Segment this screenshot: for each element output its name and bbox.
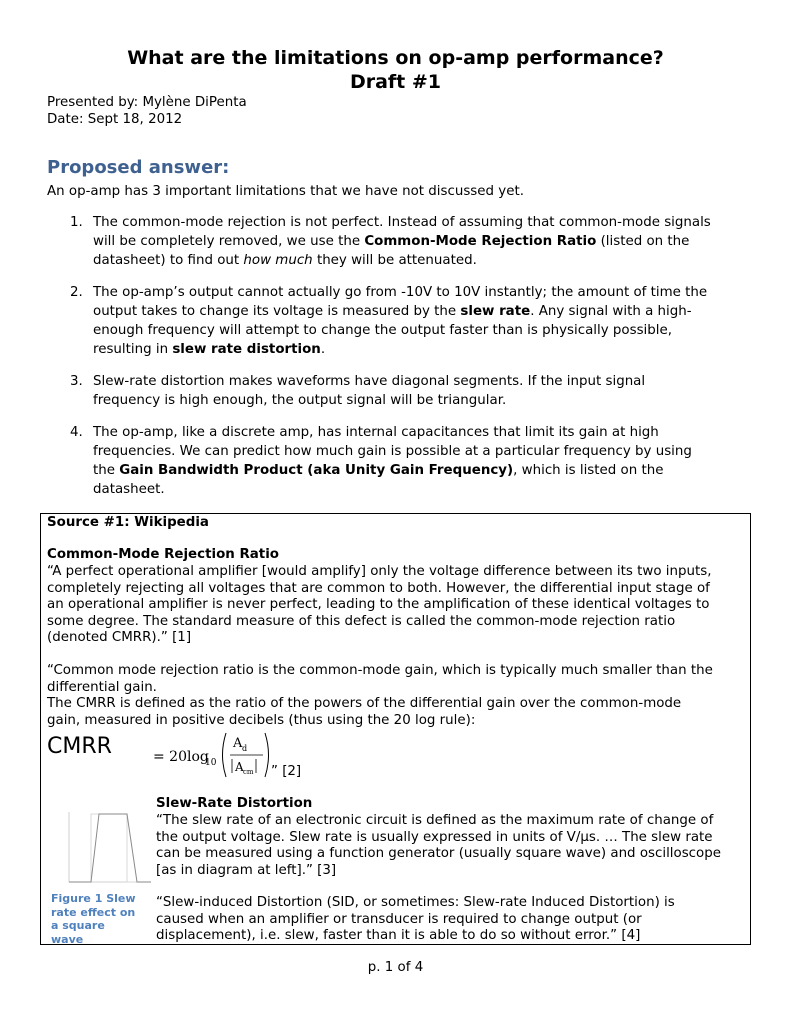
slew-heading: Slew-Rate Distortion (156, 796, 313, 811)
list-line: frequency is high enough, the output signal will be triangular. (93, 393, 507, 408)
text-run: the (93, 463, 120, 478)
figure-caption (51, 892, 149, 946)
formula-den-sub: cm (243, 768, 254, 776)
caption-line: rate effect on (51, 905, 136, 919)
slew-rate-figure (63, 810, 153, 886)
cmrr-heading: Common-Mode Rejection Ratio (47, 547, 280, 562)
quote-line: caused when an amplifier or transducer is required to change output (or (156, 911, 642, 927)
cmrr-quote (47, 564, 711, 647)
gbp-term: Gain Bandwidth Product (aka Unity Gain Frequency) (119, 463, 514, 478)
text-run: . Any signal with a high- (530, 304, 692, 319)
formula-num: A (233, 736, 243, 751)
text-run: , which is listed on the (513, 463, 664, 478)
list-number: 1. (70, 215, 83, 230)
quote-line: some degree. The standard measure of this defect is called the common-mode rejection ratio (47, 613, 676, 629)
formula-left-paren (223, 733, 227, 777)
formula-num-sub: d (242, 744, 248, 753)
text-run: they will be attenuated. (312, 253, 477, 268)
quote-line: “Slew-induced Distortion (SID, or sometimes: Slew-rate Induced Distortion) is (156, 895, 675, 910)
quote-line: (denoted CMRR).” [1] (47, 630, 192, 645)
slew-distortion-term: slew rate distortion (172, 342, 321, 357)
caption-line: a square (51, 919, 105, 932)
formula-right-paren (265, 733, 269, 777)
sid-quote (156, 895, 675, 945)
cmrr-label: CMRR (47, 734, 112, 759)
list-line: frequencies. We can predict how much gain is possible at a particular frequency by using (93, 444, 692, 459)
text-run: . (320, 342, 326, 357)
quote-line: an operational amplifier is never perfect, leading to the amplification of these identical voltages to (47, 597, 710, 612)
slew-quote (156, 813, 721, 879)
text-run: output takes to change its voltage is measured by the (93, 304, 461, 319)
page-title: What are the limitations on op-amp performance? (127, 47, 664, 69)
section-heading: Proposed answer: (47, 157, 230, 178)
list-line: The op-amp, like a discrete amp, has internal capacitances that limit its gain at high (93, 425, 659, 440)
list-line (93, 302, 753, 321)
quote-line: differential gain. (47, 679, 157, 695)
formula-ref: ” [2] (271, 764, 302, 779)
caption-line: wave (51, 932, 84, 946)
list-line (93, 232, 753, 251)
quote-line: The CMRR is defined as the ratio of the powers of the differential gain over the common-mode (47, 696, 682, 711)
list-line: enough frequency will attempt to change the output faster than is physically possible, (93, 323, 672, 338)
text-run: datasheet) to find out (93, 253, 244, 268)
page-number: p. 1 of 4 (367, 960, 424, 975)
quote-line: can be measured using a function generator (usually square wave) and oscilloscope (156, 846, 721, 861)
text-run: (listed on the (596, 234, 690, 249)
cmrr-formula (153, 727, 273, 783)
draft-label: Draft #1 (349, 71, 442, 93)
emphasis: how much (243, 253, 313, 268)
quote-line: “A perfect operational amplifier [would amplify] only the voltage difference between its two inputs, (47, 564, 712, 579)
list-line: The op-amp’s output cannot actually go from -10V to 10V instantly; the amount of time the (93, 285, 708, 300)
cmrr-term: Common-Mode Rejection Ratio (364, 234, 597, 249)
list-number: 3. (70, 374, 83, 389)
intro-text: An op-amp has 3 important limitations that we have not discussed yet. (47, 184, 524, 199)
quote-line: displacement), i.e. slew, faster than it is able to do so without error.” [4] (156, 928, 641, 943)
quote-line: “The slew rate of an electronic circuit is defined as the maximum rate of change of (156, 813, 714, 828)
presenter: Presented by: Mylène DiPenta (47, 95, 247, 110)
list-number: 4. (70, 425, 83, 440)
list-line (93, 340, 753, 359)
date: Date: Sept 18, 2012 (47, 112, 183, 127)
source-box (40, 513, 751, 945)
formula-log-sub: 10 (205, 758, 217, 768)
list-line: The common-mode rejection is not perfect. Instead of assuming that common-mode signals (93, 215, 711, 230)
slew-rate-term: slew rate (460, 304, 531, 319)
slewed-wave (69, 814, 151, 882)
square-wave (69, 814, 151, 882)
text-run: resulting in (93, 342, 173, 357)
quote-line: completely rejecting all voltages that are common to both. However, the differential input stage of (47, 580, 710, 596)
quote-line: “Common mode rejection ratio is the common-mode gain, which is typically much smaller than the (47, 663, 713, 678)
quote-line: the output voltage. Slew rate is usually expressed in units of V/µs. … The slew rate (156, 829, 713, 845)
list-line (93, 251, 753, 270)
list-line: Slew-rate distortion makes waveforms have diagonal segments. If the input signal (93, 374, 646, 389)
list-line: datasheet. (93, 482, 165, 497)
caption-line: Figure 1 Slew (51, 892, 136, 905)
formula-eq: = 20log (153, 749, 209, 765)
quote-line: [as in diagram at left].” [3] (156, 862, 337, 878)
cmrr-definition (47, 663, 713, 729)
quote-line: gain, measured in positive decibels (thus using the 20 log rule): (47, 712, 476, 728)
formula-den: A (235, 760, 244, 774)
text-run: will be completely removed, we use the (93, 234, 365, 249)
list-number: 2. (70, 285, 83, 300)
list-line (93, 461, 753, 480)
source-title: Source #1: Wikipedia (47, 515, 209, 530)
